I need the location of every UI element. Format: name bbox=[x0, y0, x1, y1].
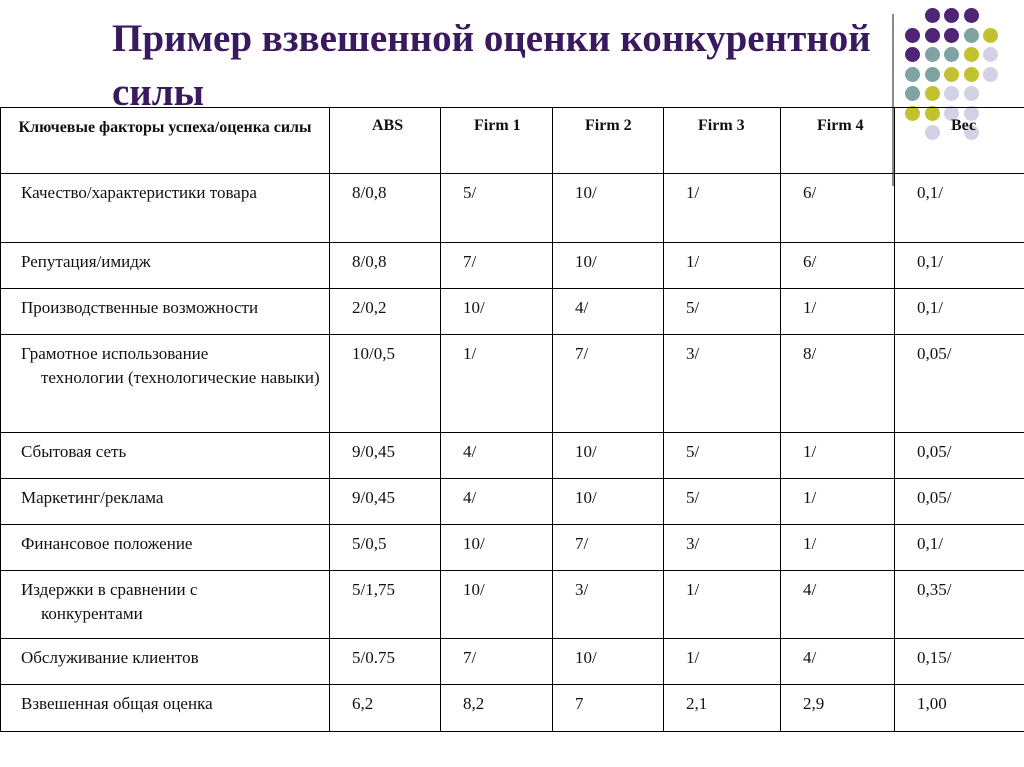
header-firm-2: Firm 2 bbox=[553, 108, 664, 174]
factor-continuation: технологии (технологические навыки) bbox=[41, 368, 320, 387]
table-row bbox=[1, 433, 1024, 479]
value-cell: 3/ bbox=[664, 525, 781, 571]
value-cell: 5/ bbox=[441, 174, 553, 243]
value-cell: 5/0,5 bbox=[330, 525, 441, 571]
value-cell: 3/ bbox=[553, 571, 664, 639]
value-cell: 10/ bbox=[441, 289, 553, 335]
value-cell: 6,2 bbox=[330, 685, 441, 732]
value-cell: 1/ bbox=[781, 289, 895, 335]
value-cell: 10/ bbox=[553, 174, 664, 243]
value-cell: 4/ bbox=[781, 571, 895, 639]
value-cell: 2,1 bbox=[664, 685, 781, 732]
value-cell: 4/ bbox=[441, 433, 553, 479]
value-cell: 5/0.75 bbox=[330, 639, 441, 685]
value-cell: 9/0,45 bbox=[330, 433, 441, 479]
slide-title: Пример взвешенной оценки конкурентной силы bbox=[112, 17, 871, 114]
decorative-dot bbox=[925, 86, 940, 101]
table-row bbox=[1, 479, 1024, 525]
decorative-dot bbox=[983, 67, 998, 82]
header-abs: ABS bbox=[330, 108, 441, 174]
header-weight: Вес bbox=[895, 108, 1024, 174]
table-row bbox=[1, 685, 1024, 732]
decorative-dot bbox=[964, 8, 979, 23]
value-cell: 3/ bbox=[664, 335, 781, 433]
value-cell: 6/ bbox=[781, 174, 895, 243]
value-cell: 5/ bbox=[664, 289, 781, 335]
value-cell: 10/ bbox=[441, 571, 553, 639]
value-cell: 1/ bbox=[664, 571, 781, 639]
value-cell: 0,15/ bbox=[895, 639, 1024, 685]
value-cell: 0,1/ bbox=[895, 525, 1024, 571]
value-cell: 0,05/ bbox=[895, 433, 1024, 479]
table-row bbox=[1, 174, 1024, 243]
value-cell: 5/ bbox=[664, 479, 781, 525]
decorative-dot bbox=[944, 47, 959, 62]
value-cell: 1/ bbox=[664, 243, 781, 289]
decorative-dot bbox=[944, 28, 959, 43]
table-header-row bbox=[1, 108, 1024, 174]
value-cell: 0,1/ bbox=[895, 174, 1024, 243]
factor-continuation: конкурентами bbox=[41, 604, 143, 623]
value-cell: 9/0,45 bbox=[330, 479, 441, 525]
table-row bbox=[1, 571, 1024, 639]
value-cell: 1/ bbox=[781, 479, 895, 525]
decorative-dot bbox=[964, 86, 979, 101]
decorative-dot bbox=[944, 67, 959, 82]
value-cell: 1/ bbox=[664, 174, 781, 243]
decorative-dot bbox=[964, 28, 979, 43]
value-cell: 5/ bbox=[664, 433, 781, 479]
decorative-dot bbox=[983, 47, 998, 62]
value-cell: 8/0,8 bbox=[330, 243, 441, 289]
value-cell: 7 bbox=[553, 685, 664, 732]
factor-cell: Грамотное использование технологии (технологические навыки) bbox=[1, 335, 330, 433]
decorative-dot bbox=[964, 67, 979, 82]
decorative-dot bbox=[925, 8, 940, 23]
value-cell: 10/ bbox=[441, 525, 553, 571]
value-cell: 10/0,5 bbox=[330, 335, 441, 433]
value-cell: 7/ bbox=[441, 243, 553, 289]
value-cell: 7/ bbox=[553, 525, 664, 571]
table-row bbox=[1, 289, 1024, 335]
decorative-dot bbox=[964, 47, 979, 62]
decorative-dot bbox=[944, 86, 959, 101]
value-cell: 0,35/ bbox=[895, 571, 1024, 639]
table-row bbox=[1, 525, 1024, 571]
competitive-strength-table bbox=[0, 107, 1024, 732]
header-factor: Ключевые факторы успеха/оценка силы bbox=[1, 108, 330, 174]
header-firm-4: Firm 4 bbox=[781, 108, 895, 174]
value-cell: 4/ bbox=[553, 289, 664, 335]
decorative-dot bbox=[944, 8, 959, 23]
header-firm-1: Firm 1 bbox=[441, 108, 553, 174]
factor-cell: Производственные возможности bbox=[1, 289, 330, 335]
value-cell: 8/0,8 bbox=[330, 174, 441, 243]
header-firm-3: Firm 3 bbox=[664, 108, 781, 174]
value-cell: 1/ bbox=[664, 639, 781, 685]
factor-cell: Маркетинг/реклама bbox=[1, 479, 330, 525]
value-cell: 6/ bbox=[781, 243, 895, 289]
value-cell: 1/ bbox=[781, 525, 895, 571]
value-cell: 0,05/ bbox=[895, 335, 1024, 433]
value-cell: 10/ bbox=[553, 479, 664, 525]
value-cell: 2/0,2 bbox=[330, 289, 441, 335]
value-cell: 5/1,75 bbox=[330, 571, 441, 639]
value-cell: 10/ bbox=[553, 639, 664, 685]
decorative-dot bbox=[983, 28, 998, 43]
value-cell: 0,1/ bbox=[895, 243, 1024, 289]
decorative-dot bbox=[905, 86, 920, 101]
factor-cell: Репутация/имидж bbox=[1, 243, 330, 289]
factor-cell: Взвешенная общая оценка bbox=[1, 685, 330, 732]
decorative-dot bbox=[905, 28, 920, 43]
factor-cell: Издержки в сравнении с конкурентами bbox=[1, 571, 330, 639]
decorative-dot bbox=[905, 67, 920, 82]
factor-cell: Качество/характеристики товара bbox=[1, 174, 330, 243]
decorative-dot bbox=[925, 28, 940, 43]
decorative-dot bbox=[905, 47, 920, 62]
factor-cell: Обслуживание клиентов bbox=[1, 639, 330, 685]
value-cell: 0,05/ bbox=[895, 479, 1024, 525]
factor-cell: Финансовое положение bbox=[1, 525, 330, 571]
value-cell: 4/ bbox=[781, 639, 895, 685]
table-row bbox=[1, 243, 1024, 289]
value-cell: 1/ bbox=[441, 335, 553, 433]
table-row bbox=[1, 639, 1024, 685]
value-cell: 7/ bbox=[441, 639, 553, 685]
decorative-dot bbox=[925, 47, 940, 62]
value-cell: 1/ bbox=[781, 433, 895, 479]
value-cell: 0,1/ bbox=[895, 289, 1024, 335]
table-row bbox=[1, 335, 1024, 433]
decorative-dot bbox=[925, 67, 940, 82]
value-cell: 10/ bbox=[553, 433, 664, 479]
value-cell: 2,9 bbox=[781, 685, 895, 732]
value-cell: 8,2 bbox=[441, 685, 553, 732]
factor-cell: Сбытовая сеть bbox=[1, 433, 330, 479]
value-cell: 4/ bbox=[441, 479, 553, 525]
value-cell: 8/ bbox=[781, 335, 895, 433]
value-cell: 1,00 bbox=[895, 685, 1024, 732]
value-cell: 10/ bbox=[553, 243, 664, 289]
value-cell: 7/ bbox=[553, 335, 664, 433]
